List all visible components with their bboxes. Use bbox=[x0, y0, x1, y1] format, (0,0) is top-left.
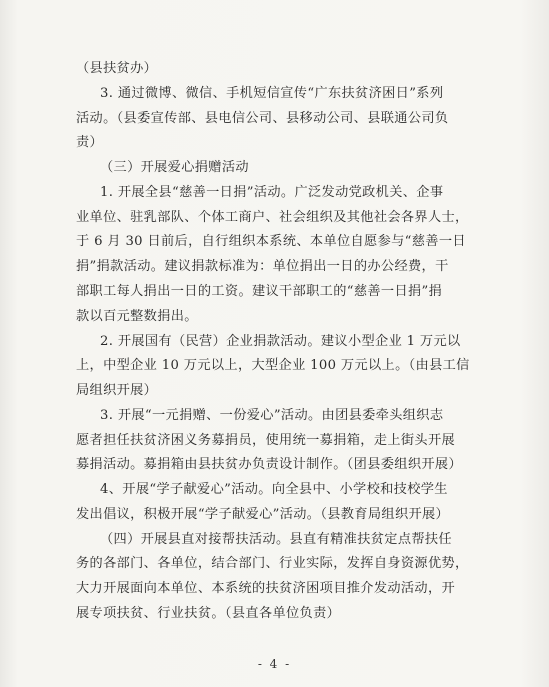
text-line-19: 发出倡议，积极开展“学子献爱心”活动。（县教育局组织开展） bbox=[76, 507, 450, 522]
text-line-1: （县扶贫办） bbox=[76, 61, 158, 76]
text-line-13: 上，中型企业 10 万元以上，大型企业 100 万元以上。（由县工信 bbox=[76, 358, 470, 373]
text-line-17: 募捐活动。募捐箱由县扶贫办负责设计制作。（团县委组织开展） bbox=[76, 457, 462, 472]
text-line-3: 活动。（县委宣传部、县电信公司、县移动公司、县联通公司负 bbox=[76, 111, 449, 126]
text-line-6: 1. 开展全县“慈善一日捐”活动。广泛发动党政机关、企事 bbox=[100, 185, 444, 200]
text-line-14: 局组织开展） bbox=[76, 383, 158, 398]
text-line-9: 捐”捐款活动。建议捐款标准为：单位捐出一日的办公经费，干 bbox=[76, 259, 449, 274]
text-line-16: 愿者担任扶贫济困义务募捐员，使用统一募捐箱，走上街头开展 bbox=[76, 433, 456, 448]
text-line-15: 3. 开展“一元捐赠、一份爱心”活动。由团县委牵头组织志 bbox=[100, 408, 444, 423]
text-line-4: 责） bbox=[76, 135, 104, 150]
text-line-7: 业单位、驻乳部队、个体工商户、社会组织及其他社会各界人士， bbox=[76, 210, 469, 225]
text-line-22: 大力开展面向本单位、本系统的扶贫济困项目推介发动活动，开 bbox=[76, 581, 456, 596]
text-line-11: 款以百元整数捐出。 bbox=[76, 309, 198, 324]
text-line-23: 展专项扶贫、行业扶贫。（县直各单位负责） bbox=[76, 606, 341, 621]
text-line-2: 3. 通过微博、微信、手机短信宣传“广东扶贫济困日”系列 bbox=[100, 86, 444, 101]
text-line-18: 4、开展“学子献爱心”活动。向全县中、小学校和技校学生 bbox=[100, 482, 448, 497]
page-number: - 4 - bbox=[257, 657, 292, 671]
text-line-21: 务的各部门、各单位，结合部门、行业实际，发挥自身资源优势， bbox=[76, 556, 469, 571]
section-heading-3: （三）开展爱心捐赠活动 bbox=[100, 160, 249, 175]
text-line-12: 2. 开展国有（民营）企业捐款活动。建议小型企业 1 万元以 bbox=[100, 334, 461, 349]
text-line-10: 部职工每人捐出一日的工资。建议干部职工的“慈善一日捐”捐 bbox=[76, 284, 443, 299]
section-heading-4: （四）开展县直对接帮扶活动。县直有精准扶贫定点帮扶任 bbox=[100, 532, 452, 547]
text-line-8: 于 6 月 30 日前后，自行组织本系统、本单位自愿参与“慈善一日 bbox=[76, 234, 466, 249]
